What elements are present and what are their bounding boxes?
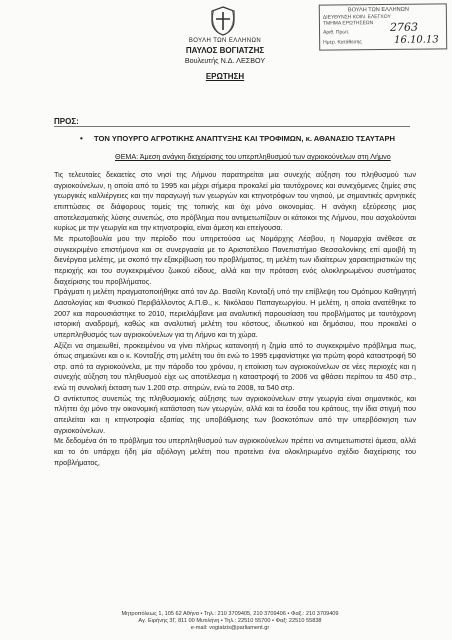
document-type: ΕΡΩΤΗΣΗ: [205, 72, 245, 81]
recipient: ΤΟΝ ΥΠΟΥΡΓΟ ΑΓΡΟΤΙΚΗΣ ΑΝΑΠΤΥΞΗΣ ΚΑΙ ΤΡΟΦΙΜΩΝ, κ. ΑΘΑΝΑΣΙΟ ΤΣΑΥΤΑΡΗ: [94, 134, 396, 143]
stamp-date: 16.10.13: [394, 34, 439, 46]
stamp-line-1: ΒΟΥΛΗ ΤΩΝ ΕΛΛΗΝΩΝ: [347, 6, 409, 14]
divider: [54, 126, 410, 127]
paragraph: Ο αντίκτυπος συνεπώς της πληθυσμιακής αύξησης των αγριοκούνελων στην γεωργία είναι σημαντικός, και πλήττει όχι μόνο την οικονομική κατάσταση των γεωργών, αλλά και τα έσοδα του κράτους, την ίδια στιγμή που απειλείται και η κτηνοτροφία εξαιτίας της υποβάθμισης των βοσκοτόπων από την υπερβόσκηση των αγριοκούνελων.: [54, 393, 416, 435]
paragraph: Αξίζει να σημειωθεί, προκειμένου να γίνει πλήρως κατανοητή η ζημία από το συγκεκριμένο πρόβλημα πως, όπως σημειώνει και ο κ. Κονταξής στη μελέτη του ότι ενώ το 1995 εμφανίστηκε για πρώτη φορά καταστροφή 50 στρ. από τα αγριοκούνελα, με την πάροδο του χρόνου, η εποίκιση των αγριοκούνελων σε νέες περιοχές και η συνεχής αύξηση του πληθυσμού είχε ως αποτέλεσμα η καταστροφή το 2006 να φθάσει περίπου τα 450 στρ., ενώ τη συνολική έκταση των 1.200 στρ. σιτηρών, ενώ το 2008, τα 540 στρ.: [54, 340, 416, 393]
registration-stamp: [319, 3, 447, 50]
stamp-date-label: Ημερ. Κατάθεσης: [323, 39, 362, 46]
footer-address-athens: Μητροπόλεως 1, 105 62 Αθήνα • Τηλ.: 210 3709405, 210 3709406 • Φαξ.: 210 3709409: [121, 611, 339, 617]
paragraph: Με δεδομένα ότι το πρόβλημα του υπερπληθυσμού των αγριοκούνελων πρέπει να αντιμετωπιστεί άμεσα, αλλά και το ότι υπάρχει ήδη μία αξιόλογη μελέτη που προτείνει ένα ολοκληρωμένο σχέδιο διαχείρισης του προβλήματος,: [54, 436, 416, 467]
footer-email: e-mail: vogiatzis@parliament.gr: [190, 625, 270, 631]
subject-line: ΘΕΜΑ: Άμεση ανάγκη διαχείρισης του υπερπληθυσμού των αγριοκούνελων στη Λήμνο: [115, 152, 391, 161]
stamp-line-2: ΔΙΕΥΘΥΝΣΗ ΚΟΙΝ. ΕΛΕΓΧΟΥ: [322, 13, 391, 21]
paragraph: Πράγματι η μελέτη πραγματοποιήθηκε από τον Δρ. Βασίλη Κονταξή υπό την επίβλεψη του Ομότιμου Καθηγητή Δασολογίας και Φυσικού Περιβάλλοντος Α.Π.Θ., κ. Νικόλαου Παπαγεωργίου. Η μελέτη, η οποία ανατέθηκε το 2007 και παρουσιάστηκε το 2010, περιελάμβανε μια αναλυτική παρουσίαση του προβλήματος με ταυτόχρονη ιστορική αναδρομή, καθώς και αναλυτική μελέτη του κόστους, ιδιωτικού και δημόσιου, που προκαλεί ο υπερπληθυσμός των αγριοκούνελων για τη Λήμνο και τη χώρα.: [54, 287, 416, 339]
bullet-icon: •: [80, 134, 83, 143]
paragraph: Με πρωτοβουλία μου την περίοδο που υπηρετούσα ως Νομάρχης Λέσβου, η Νομαρχία ανέθεσε σε συγκεκριμένο επιστήμονα και σε συνεργασία με το Αριστοτέλειο Πανεπιστήμιο Θεσσαλονίκης επί αμοιβή τη διενέργεια μελέτης, με σκοπό την εξακρίβωση του προβλήματος, τη μελέτη των ιδιαίτερων χαρακτηριστικών της περιοχής και του συγκεκριμένου ζωικού είδους, αλλά και την πρόταση ενός ολοκληρωμένου συστήματος διαχείρισης του προβλήματος.: [54, 233, 416, 286]
footer-address-mytilene: Αγ. Ειρήνης 3Γ, 811 00 Μυτιλήνη • Τηλ.: 22510 55700 • Φαξ: 22510 55838: [138, 618, 322, 624]
parliament-emblem-icon: [210, 6, 236, 36]
question-body: [54, 170, 416, 468]
stamp-number: 2763: [389, 20, 419, 34]
mp-name: ΠΑΥΛΟΣ ΒΟΓΙΑΤΖΗΣ: [185, 46, 265, 55]
stamp-number-label: Αριθ. Πρωτ.: [323, 29, 350, 36]
paragraph: Τις τελευταίες δεκαετίες στο νησί της Λήμνου παρατηρείται μια συνεχής αύξηση του πληθυσμού των αγριοκούνελων, η οποία από το 1995 και μέχρι σήμερα προκαλεί μία ταυτόχρονες και συνεχόμενες ζημίες στις γεωργικές καλλιέργειες και την παραγωγή των γεωργών και κτηνοτρόφων του νησιού, με σημαντικές αρνητικές επιπτώσεις σε διάφορους τομείς της τοπικής και όχι μόνο οικονομίας. Η ανάγκη εξεύρεσης μιας αποτελεσματικής λύσης συνεπώς, στο πρόβλημα που αντιμετωπίζουν οι κάτοικοι της Λήμνου, που ασχολούνται κυρίως με την γεωργία και την κτηνοτροφία, είναι άμεση και επείγουσα.: [54, 170, 416, 233]
parliament-name: ΒΟΥΛΗ ΤΩΝ ΕΛΛΗΝΩΝ: [188, 38, 262, 44]
addressee-label: ΠΡΟΣ:: [54, 117, 79, 126]
stamp-line-3: ΤΜΗΜΑ ΕΡΩΤΗΣΕΩΝ: [322, 20, 374, 27]
mp-title: Βουλευτής Ν.Δ. ΛΕΣΒΟΥ: [184, 56, 266, 65]
